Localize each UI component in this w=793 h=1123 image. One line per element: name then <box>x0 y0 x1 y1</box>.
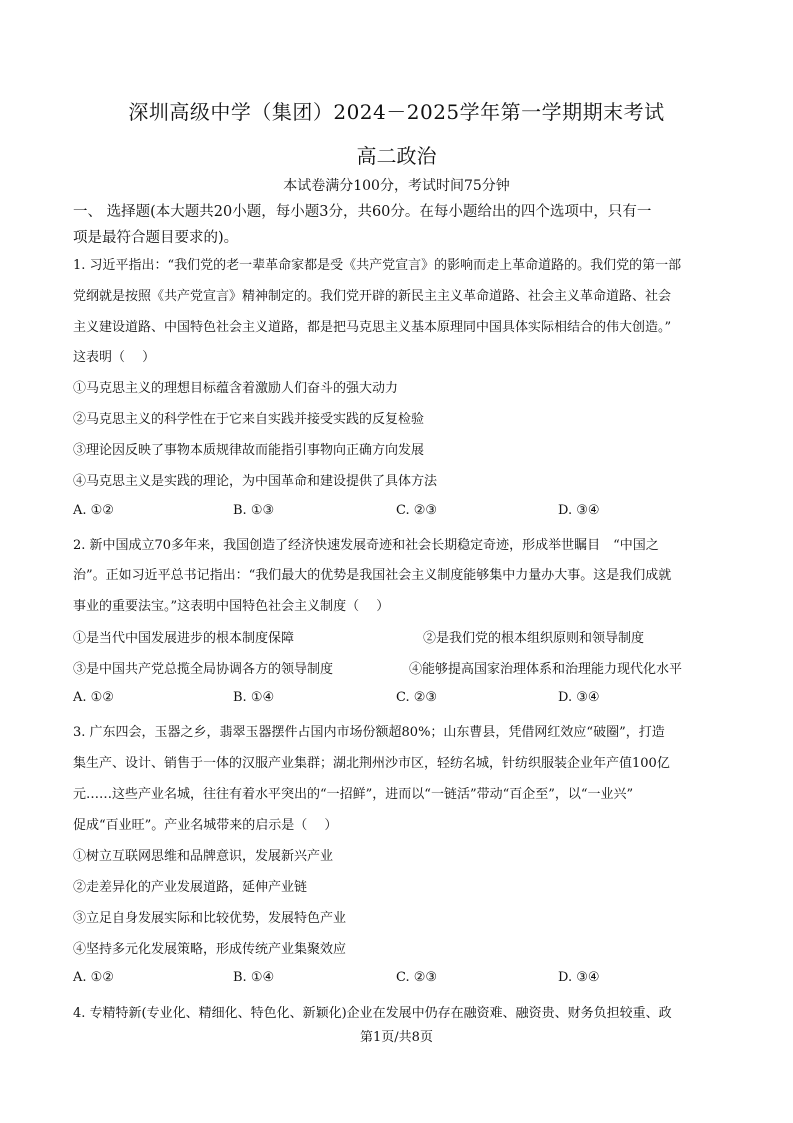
q2-statement: ③是中国共产党总揽全局协调各方的领导制度 <box>73 662 334 677</box>
q1-statement: ③理论因反映了事物本质规律故而能指引事物向正确方向发展 <box>73 443 425 458</box>
q1-option-b[interactable]: B. ①③ <box>233 503 275 518</box>
q2-statement: ①是当代中国发展进步的根本制度保障 <box>73 631 295 646</box>
q1-stem-line: 主义建设道路、中国特色社会主义道路，都是把马克思主义基本原理同中国具体实际相结合的伟大创造。” <box>73 320 672 335</box>
q2-option-a[interactable]: A. ①② <box>73 690 114 705</box>
q2-statement: ④能够提高国家治理体系和治理能力现代化水平 <box>409 662 683 677</box>
q3-statement: ③立足自身发展实际和比较优势，发展特色产业 <box>73 911 347 926</box>
exam-title: 深圳高级中学（集团）2024－2025学年第一学期期末考试 <box>128 100 665 124</box>
q3-statement: ①树立互联网思维和品牌意识，发展新兴产业 <box>73 849 334 864</box>
q2-option-d[interactable]: D. ③④ <box>558 690 600 705</box>
q2-stem-line: 事业的重要法宝。”这表明中国特色社会主义制度（ ） <box>73 599 390 614</box>
q1-option-a[interactable]: A. ①② <box>73 503 114 518</box>
q1-statement: ④马克思主义是实践的理论，为中国革命和建设提供了具体方法 <box>73 474 438 489</box>
q3-option-c[interactable]: C. ②③ <box>396 970 438 985</box>
section-heading-line-1: 一、 选择题(本大题共20小题，每小题3分，共60分。在每小题给出的四个选项中，只有一 <box>73 204 652 220</box>
q1-statement: ②马克思主义的科学性在于它来自实践并接受实践的反复检验 <box>73 412 425 427</box>
q3-option-d[interactable]: D. ③④ <box>558 970 600 985</box>
section-heading-line-2: 项是最符合题目要求的)。 <box>73 230 239 246</box>
q3-option-a[interactable]: A. ①② <box>73 970 114 985</box>
q3-statement: ②走差异化的产业发展道路，延伸产业链 <box>73 880 308 895</box>
q1-statement: ①马克思主义的理想目标蕴含着激励人们奋斗的强大动力 <box>73 381 399 396</box>
q1-option-c[interactable]: C. ②③ <box>396 503 438 518</box>
q3-statement: ④坚持多元化发展策略，形成传统产业集聚效应 <box>73 942 347 957</box>
q3-stem-line: 促成“百业旺”。产业名城带来的启示是（ ） <box>73 818 338 833</box>
q3-stem-line: 集生产、设计、销售于一体的汉服产业集群；湖北荆州沙市区，轻纺名城，针纺织服装企业年产值100亿 <box>73 756 670 771</box>
q1-stem-line: 这表明（ ） <box>73 350 156 365</box>
q1-stem-line: 党纲就是按照《共产党宣言》精神制定的。我们党开辟的新民主主义革命道路、社会主义革命道路、社会 <box>73 289 672 304</box>
q2-stem-line: 2. 新中国成立70多年来，我国创造了经济快速发展奇迹和社会长期稳定奇迹，形成举世瞩目 “中国之 <box>73 538 659 553</box>
q1-stem-line: 1. 习近平指出：“我们党的老一辈革命家都是受《共产党宣言》的影响而走上革命道路的。我们党的第一部 <box>73 258 682 273</box>
q4-stem-line: 4. 专精特新(专业化、精细化、特色化、新颖化)企业在发展中仍存在融资难、融资贵、财务负担较重、政 <box>73 1006 672 1021</box>
q3-option-b[interactable]: B. ①④ <box>233 970 275 985</box>
exam-info: 本试卷满分100分，考试时间75分钟 <box>283 178 510 194</box>
q2-option-b[interactable]: B. ①④ <box>233 690 275 705</box>
page-footer: 第1页/共8页 <box>360 1030 433 1045</box>
q2-option-c[interactable]: C. ②③ <box>396 690 438 705</box>
exam-subject: 高二政治 <box>356 144 437 168</box>
q3-stem-line: 3. 广东四会，玉器之乡，翡翠玉器摆件占国内市场份额超80%；山东曹县，凭借网红效应“破圈”，打造 <box>73 725 665 740</box>
q3-stem-line: 元……这些产业名城，往往有着水平突出的“一招鲜”，进而以“一链活”带动“百企至”，以“一业兴” <box>73 787 634 802</box>
q2-statement: ②是我们党的根本组织原则和领导制度 <box>423 631 645 646</box>
q1-option-d[interactable]: D. ③④ <box>558 503 600 518</box>
q2-stem-line: 治”。正如习近平总书记指出：“我们最大的优势是我国社会主义制度能够集中力量办大事。这是我们成就 <box>73 568 672 583</box>
